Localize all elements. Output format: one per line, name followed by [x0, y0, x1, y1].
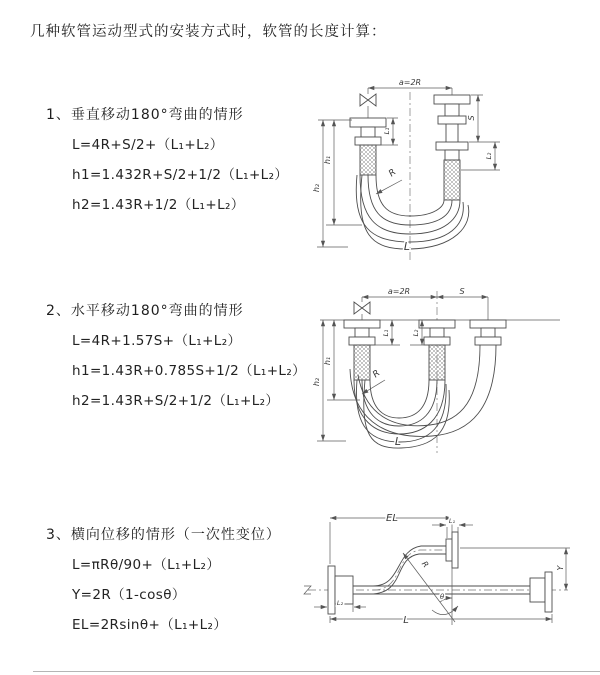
shifted-connector	[470, 320, 506, 345]
section-3	[46, 524, 281, 640]
dim-label-l1: L₁	[383, 127, 391, 135]
dim-label-h2: h₂	[312, 183, 321, 193]
diagram-lateral-displacement-svg	[300, 502, 600, 662]
diagram-vertical-u-bend	[310, 68, 600, 268]
dimension-h2	[312, 320, 346, 441]
section-2	[46, 300, 306, 416]
dim-label-span: a=2R	[398, 78, 422, 87]
diagram-horizontal-u-bend-svg	[310, 283, 600, 463]
valve-icon	[360, 88, 376, 106]
section-3-formula-Y: Y=2R（1-cosθ）	[72, 587, 186, 603]
dimension-length	[330, 614, 552, 626]
dim-label-shift: S	[459, 287, 465, 296]
left-connector	[350, 106, 386, 175]
section-1-heading: 1、垂直移动180°弯曲的情形	[46, 107, 244, 123]
dim-label-h2: h₂	[312, 377, 321, 387]
hose-shifted-position	[350, 345, 496, 436]
dim-label-l2: L₂	[485, 152, 493, 160]
right-flange	[530, 572, 552, 612]
section-3-heading: 3、横向位移的情形（一次性变位）	[46, 527, 281, 543]
dimension-y	[460, 548, 570, 590]
dim-label-span: a=2R	[387, 287, 411, 296]
middle-connector	[419, 320, 455, 380]
page-title: 几种软管运动型式的安装方式时，软管的长度计算：	[30, 24, 387, 40]
dim-label-l1: L₁	[448, 517, 456, 525]
length-label: L	[403, 615, 409, 626]
section-3-formula-L: L=πRθ/90+（L₁+L₂）	[72, 557, 221, 573]
dimension-h2	[312, 120, 348, 247]
valve-icon	[354, 297, 370, 320]
radius-callout	[376, 168, 402, 194]
dim-label-h1: h₁	[323, 155, 332, 165]
dimension-h1	[318, 120, 362, 225]
dim-label-y: Y	[556, 565, 565, 571]
radius-label: R	[419, 559, 431, 570]
dimension-el	[330, 513, 452, 625]
section-2-formula-L: L=4R+1.57S+（L₁+L₂）	[72, 333, 242, 349]
dimension-l2	[314, 599, 366, 612]
diagram-vertical-u-bend-svg	[310, 68, 600, 268]
dimension-span	[362, 287, 437, 297]
radius-label: R	[387, 167, 399, 180]
dim-label-l1: L₁	[382, 329, 390, 337]
dim-label-h1: h₁	[323, 356, 332, 366]
right-connector	[434, 95, 470, 200]
radius-label: R	[371, 368, 383, 381]
diagram-lateral-displacement	[300, 502, 600, 662]
section-1	[46, 104, 288, 220]
dim-label-l2: L₂	[336, 599, 344, 607]
section-1-formula-L: L=4R+S/2+（L₁+L₂）	[72, 137, 224, 153]
section-3-formula-EL: EL=2Rsinθ+（L₁+L₂）	[72, 617, 228, 633]
dimension-shift	[437, 287, 488, 320]
radius-callout	[403, 553, 455, 622]
section-1-formula-h1: h1=1.432R+S/2+1/2（L₁+L₂）	[72, 167, 289, 183]
length-label: L	[403, 240, 411, 253]
length-label: L	[394, 435, 402, 448]
dim-label-s: S	[467, 115, 476, 121]
displaced-hose	[353, 546, 446, 594]
diagram-horizontal-u-bend	[310, 283, 600, 463]
dim-label-el: EL	[386, 513, 398, 524]
section-2-formula-h1: h1=1.43R+0.785S+1/2（L₁+L₂）	[72, 363, 307, 379]
section-1-formula-h2: h2=1.43R+1/2（L₁+L₂）	[72, 197, 245, 213]
section-2-heading: 2、水平移动180°弯曲的情形	[46, 303, 244, 319]
section-2-formula-h2: h2=1.43R+S/2+1/2（L₁+L₂）	[72, 393, 280, 409]
dimension-s	[467, 95, 500, 142]
dim-label-l2: L₂	[412, 329, 420, 337]
theta-label: θ	[439, 593, 445, 601]
page-bottom-rule	[33, 671, 600, 672]
